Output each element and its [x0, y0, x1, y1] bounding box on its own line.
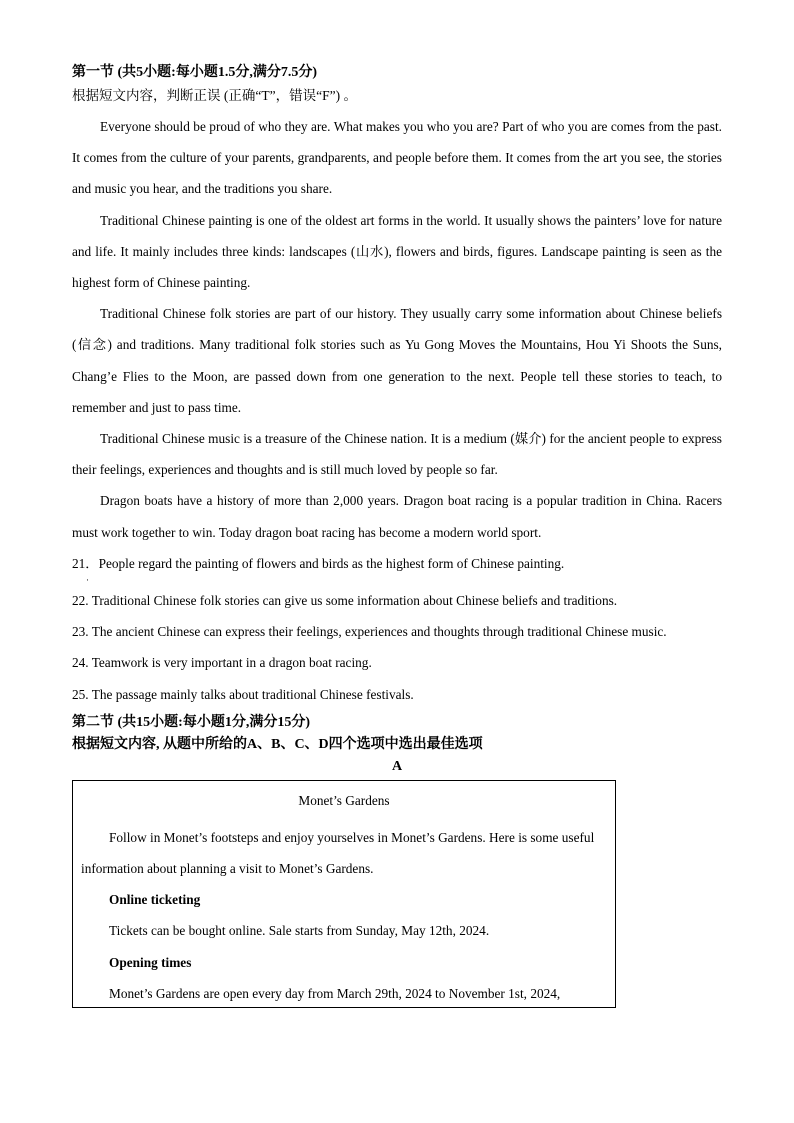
- section2-title: 第二节 (共15小题:每小题1分,满分15分): [72, 714, 310, 730]
- section2-instruction: 根据短文内容, 从题中所给的A、B、C、D四个选项中选出最佳选项: [72, 736, 483, 752]
- box-text-ticketing: Tickets can be bought online. Sale starts from Sunday, May 12th, 2024.: [109, 923, 490, 939]
- page: [72, 62, 722, 1008]
- box-intro: Follow in Monet’s footsteps and enjoy yourselves in Monet’s Gardens. Here is some useful information about planning a visit to Monet’s Gardens.: [81, 829, 595, 877]
- passage-paragraph: Traditional Chinese painting is one of the oldest art forms in the world. It usually shows the painters’ love for nature and life. It mainly includes three kinds: landscapes (山水), flowers and birds, figures. Landscape painting is seen as the highest form of Chinese painting.: [72, 212, 722, 291]
- passage-paragraph: Dragon boats have a history of more than 2,000 years. Dragon boat racing is a popular tradition in China. Racers must work together to win. Today dragon boat racing has become a modern world sport.: [72, 493, 722, 540]
- box-heading-online-ticketing: Online ticketing: [109, 892, 201, 908]
- question-item: 25. The passage mainly talks about traditional Chinese festivals.: [72, 686, 414, 702]
- section1-instruction: 根据短文内容，判断正误 (正确“T”，错误“F”) 。: [72, 88, 357, 103]
- box-title: Monet’s Gardens: [298, 792, 390, 808]
- section2: [72, 712, 722, 1008]
- question-item: 23. The ancient Chinese can express their feelings, experiences and thoughts through traditional Chinese music.: [72, 624, 667, 640]
- question-item: 22. Traditional Chinese folk stories can give us some information about Chinese beliefs and traditions.: [72, 593, 618, 609]
- reading-passage: [72, 111, 722, 548]
- question-item: 24. Teamwork is very important in a dragon boat racing.: [72, 655, 372, 671]
- box-text-opening-times: Monet’s Gardens are open every day from March 29th, 2024 to November 1st, 2024,: [109, 985, 561, 1001]
- question-list: [72, 548, 722, 710]
- question-item: 21．People regard the painting of flowers and birds as the highest form of Chinese painting.: [72, 555, 565, 571]
- passage-paragraph: Traditional Chinese folk stories are part of our history. They usually carry some information about Chinese beliefs (信念) and traditions. Many traditional folk stories such as Yu Gong Moves the Mountains, Hou Yi Shoots the Suns, Chang’e Flies to the Moon, are passed down from one generation to the next. People tell these stories to teach, to remember and just to pass time.: [72, 306, 722, 415]
- passage-box: [72, 780, 616, 1008]
- box-heading-opening-times: Opening times: [109, 954, 192, 970]
- passage-letter: A: [391, 758, 403, 774]
- passage-paragraph: Traditional Chinese music is a treasure of the Chinese nation. It is a medium (媒介) for the ancient people to express their feelings, experiences and thoughts and is still much loved by people so far.: [72, 431, 722, 478]
- section1-title: 第一节 (共5小题:每小题1.5分,满分7.5分): [72, 65, 317, 80]
- passage-paragraph: Everyone should be proud of who they are. What makes you who you are? Part of who you are comes from the past. It comes from the culture of your parents, grandparents, and people before them. It comes from the art you see, the stories and music you hear, and the traditions you share.: [72, 119, 722, 197]
- stray-mark: ·: [86, 575, 89, 586]
